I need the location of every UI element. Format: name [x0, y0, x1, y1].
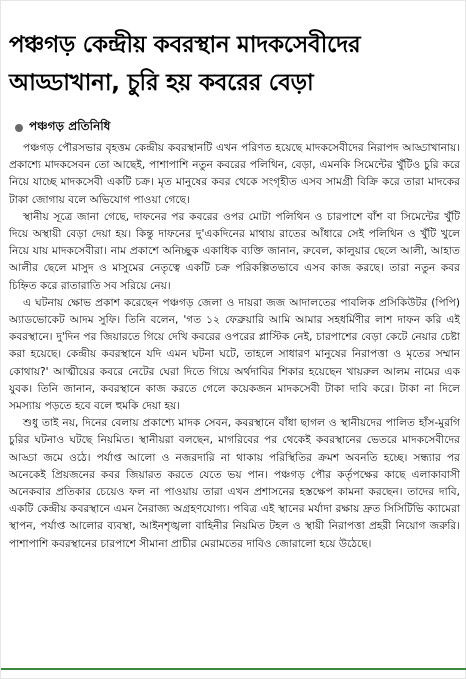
headline [9, 26, 461, 102]
article-paragraph: এ ঘটনায় ক্ষোভ প্রকাশ করেছেন পঞ্চগড় জেলা ও দায়রা জজ আদালতের পাবলিক প্রসিকিউটর (পিপি) অ্যাডভোকেট আদম সুফি। তিনি বলেন, 'গত ১২ ফেব্রুয়ারি আমি আমার সহধর্মিণীর লাশ দাফন করি এই কবরস্থানে। দু'দিন পর জিয়ারতে গিয়ে দেখি কবরের ওপরের প্লাস্টিক নেই, চারপাশের বেড়া কেটে নেয়ার চেষ্টা করা হয়েছে। কেন্দ্রীয় কবরস্থানে যদি এমন ঘটনা ঘটে, তাহলে সাধারণ মানুষের নিরাপত্তা ও মৃতের সম্মান কোথায়?' আত্মীয়ের কবরে নেটের ঘেরা দিতে গিয়ে অর্থদাবির শিকার হয়েছেন খায়রুল আলম নামের এক যুবক। তিনি জানান, কবরস্থানে কাজ করতে গেলে কয়েকজন মাদকসেবী টাকা দাবি করে। টাকা না দিলে সমস্যায় পড়তে হবে বলে হুমকি দেয়া হয়। [9, 296, 460, 413]
byline [15, 119, 110, 137]
headline-line-1: পঞ্চগড় কেন্দ্রীয় কবরস্থান মাদকসেবীদের [9, 32, 361, 59]
article-paragraph: শুধু তাই নয়, দিনের বেলায় প্রকাশ্যে মাদক সেবন, কবরস্থানে বাঁধা ছাগল ও স্থানীয়দের পালিত হাঁস-মুরগি চুরির ঘটনাও ঘটছে নিয়মিত। স্থানীয়রা বলছেন, মাগরিবের পর থেকেই কবরস্থানের ভেতরে মাদকসেবীদের আড্ডা জমে ওঠে। পর্যাপ্ত আলো ও নজরদারি না থাকায় পরিস্থিতির ক্রমশ অবনতি হচ্ছে। সন্ধ্যার পর অনেকেই প্রিয়জনের কবর জিয়ারত করতে যেতে ভয় পান। পঞ্চগড় পৌর কর্তৃপক্ষের কাছে এলাকাবাসী অনেকবার প্রতিকার চেয়েও ফল না পাওয়ায় তারা এখন প্রশাসনের হস্তক্ষেপ কামনা করছেন। তাদের দাবি, একটি কেন্দ্রীয় কবরস্থানে এমন নৈরাজ্য অগ্রহণযোগ্য। পবিত্র এই স্থানের মর্যাদা রক্ষায় দ্রুত সিসিটিভি ক্যামেরা স্থাপন, পর্যাপ্ত আলোর ব্যবস্থা, আইনশৃঙ্খলা বাহিনীর নিয়মিত টহল ও স্থায়ী নিরাপত্তা প্রহরী নিয়োগ জরুরি। পাশাপাশি কবরস্থানের চারপাশে সীমানা প্রাচীর মেরামতের দাবিও জোরালো হয়ে উঠেছে। [9, 417, 460, 550]
byline-text: পঞ্চগড় প্রতিনিধি [29, 119, 111, 133]
headline-line-2: আড্ডাখানা, চুরি হয় কবরের বেড়া [9, 70, 314, 97]
bullet-icon [15, 124, 23, 132]
bottom-rule [1, 668, 466, 670]
article-paragraph: পঞ্চগড় পৌরসভার বৃহত্তম কেন্দ্রীয় কবরস্থানটি এখন পরিণত হয়েছে মাদকসেবীদের নিরাপদ আড্ডাখানায়। প্রকাশ্যে মাদকসেবন তো আছেই, পাশাপাশি নতুন কবরের পলিথিন, বেড়া, এমনকি সিমেন্টের খুঁটিও চুরি করে নিয়ে যাচ্ছে মাদকসেবী একটি চক্র। মৃত মানুষের কবর থেকে সংগৃহীত এসব সামগ্রী বিক্রি করে তারা মাদকের টাকা জোগায় বলে অভিযোগ পাওয়া গেছে। [9, 142, 460, 206]
article-paragraph: স্থানীয় সূত্রে জানা গেছে, দাফনের পর কবরের ওপর মোটা পলিথিন ও চারপাশে বাঁশ বা সিমেন্টের খুঁটি দিয়ে অস্থায়ী বেড়া দেয়া হয়। কিন্তু দাফনের দু'একদিনের মাথায় রাতের আঁধারে সেই পলিথিন ও খুঁটি খুলে নিয়ে যায় মাদকসেবীরা। নাম প্রকাশে অনিচ্ছুক একাধিক ব্যক্তি জানান, রুবেল, কালুয়ার ছেলে আলী, আহাত আলীর ছেলে মাসুদ ও মাসুমের নেতৃত্বে একটি চক্র পরিকল্পিতভাবে এসব কাজ করছে। তারা নতুন কবর চিহ্নিত করে রাতারাতি সব সরিয়ে নেয়। [9, 210, 460, 292]
article-body [9, 140, 460, 553]
